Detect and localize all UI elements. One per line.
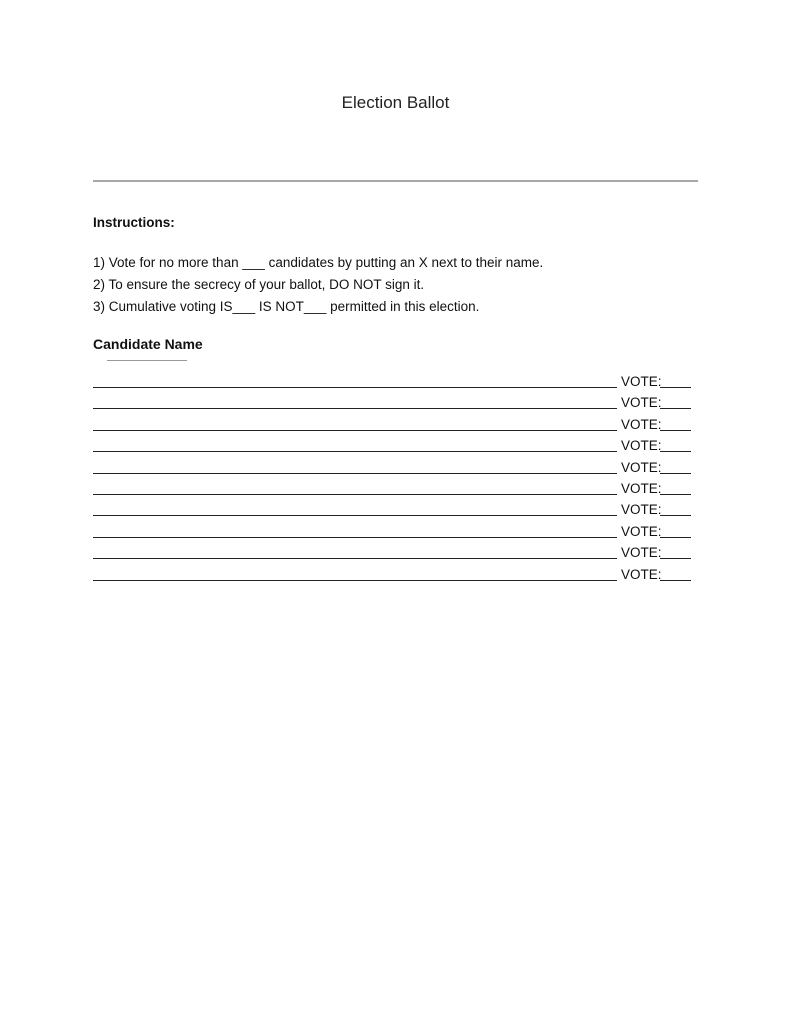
candidate-row xyxy=(93,437,691,457)
vote-field[interactable] xyxy=(660,580,691,581)
vote-label: VOTE: xyxy=(621,459,662,475)
ballot-title: Election Ballot xyxy=(341,93,450,112)
candidate-row xyxy=(93,373,691,393)
candidate-name-field[interactable] xyxy=(93,408,617,409)
vote-label: VOTE: xyxy=(621,395,662,411)
candidate-row xyxy=(93,523,691,543)
candidate-row xyxy=(93,544,691,564)
vote-label: VOTE: xyxy=(621,481,662,496)
vote-field[interactable] xyxy=(660,451,691,452)
candidate-name-field[interactable] xyxy=(93,558,617,559)
vote-label: VOTE: xyxy=(621,523,662,539)
candidate-row xyxy=(93,480,691,500)
candidate-name-field[interactable] xyxy=(93,451,617,452)
vote-field[interactable] xyxy=(660,515,691,516)
vote-label: VOTE: xyxy=(621,374,662,389)
instruction-1: 1) Vote for no more than ___ candidates by putting an X next to their name. xyxy=(93,255,544,270)
candidate-name-field[interactable] xyxy=(93,580,617,581)
vote-label: VOTE: xyxy=(621,545,662,561)
vote-field[interactable] xyxy=(660,473,691,474)
vote-label: VOTE: xyxy=(621,438,662,454)
vote-field[interactable] xyxy=(660,408,691,409)
vote-field[interactable] xyxy=(660,494,691,495)
candidate-row xyxy=(93,459,691,479)
candidate-row xyxy=(93,416,691,436)
candidate-name-field[interactable] xyxy=(93,537,617,538)
vote-label: VOTE: xyxy=(621,502,662,518)
candidate-name-field[interactable] xyxy=(93,387,617,388)
instructions-heading: Instructions: xyxy=(93,215,175,230)
candidate-row xyxy=(93,394,691,414)
title-divider xyxy=(93,180,698,182)
candidate-name-field[interactable] xyxy=(93,430,617,431)
candidate-row xyxy=(93,566,691,586)
vote-field[interactable] xyxy=(660,558,691,559)
vote-label: VOTE: xyxy=(621,566,662,582)
candidate-heading-underline xyxy=(107,360,187,361)
candidate-name-field[interactable] xyxy=(93,494,617,495)
candidate-row xyxy=(93,501,691,521)
vote-field[interactable] xyxy=(660,430,691,431)
candidate-name-field[interactable] xyxy=(93,473,617,474)
candidate-name-field[interactable] xyxy=(93,515,617,516)
vote-field[interactable] xyxy=(660,537,691,538)
instruction-2: 2) To ensure the secrecy of your ballot, DO NOT sign it. xyxy=(93,277,425,292)
vote-field[interactable] xyxy=(660,387,691,388)
candidate-name-heading: Candidate Name xyxy=(93,336,203,352)
instruction-3: 3) Cumulative voting IS___ IS NOT___ permitted in this election. xyxy=(93,299,480,314)
vote-label: VOTE: xyxy=(621,416,662,432)
